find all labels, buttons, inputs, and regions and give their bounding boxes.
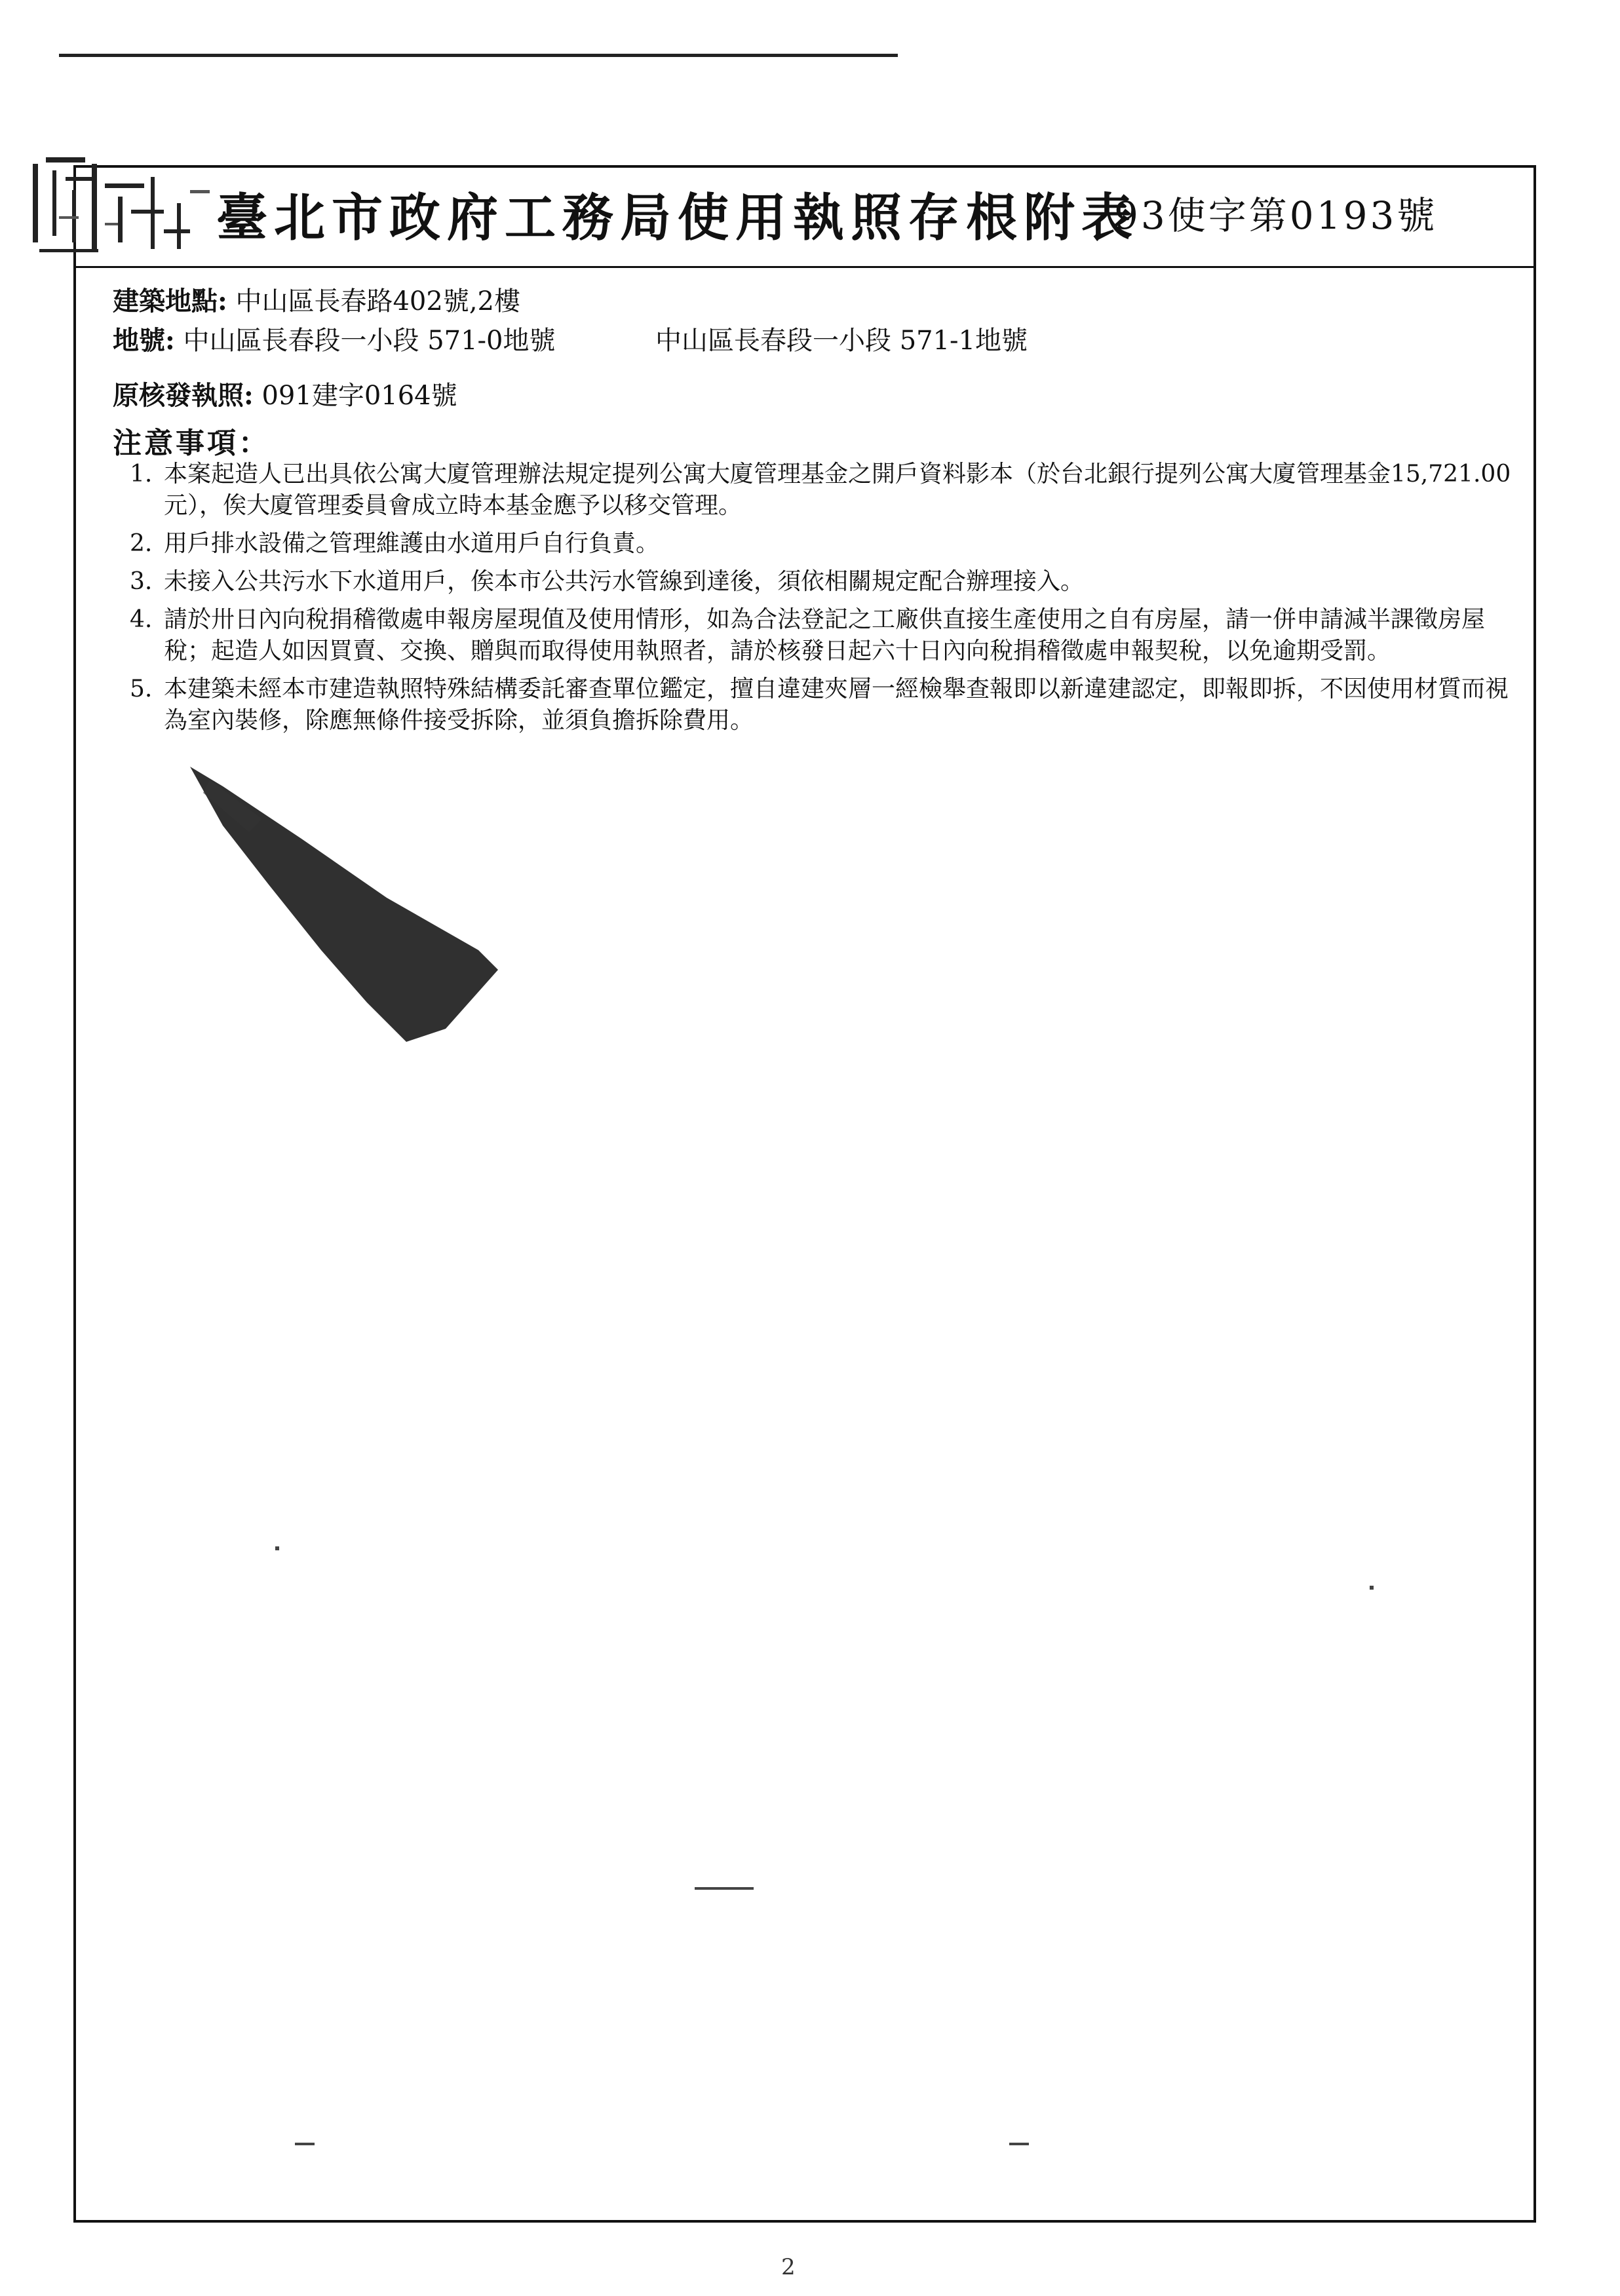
scan-mark <box>1009 2143 1029 2145</box>
note-item <box>130 528 1519 560</box>
address-field <box>113 280 520 318</box>
scan-speck <box>1370 1586 1374 1590</box>
notes-title: 注意事項： <box>113 427 270 460</box>
document-title: 臺北市政府工務局使用執照存根附表 <box>216 188 1140 248</box>
note-item <box>130 604 1519 667</box>
lot-value-1: 中山區長春段一小段 571-0地號 <box>183 326 556 356</box>
note-number: 5. <box>130 676 153 702</box>
header-divider <box>76 266 1533 268</box>
address-value: 中山區長春路402號,2樓 <box>235 286 520 316</box>
note-text: 用戶排水設備之管理維護由水道用戶自行負責。 <box>164 530 660 557</box>
note-text: 請於卅日內向稅捐稽徵處申報房屋現值及使用情形，如為合法登記之工廠供直接生產使用之自有房屋，請一併申請減半課徵房屋稅；起造人如因買賣、交換、贈與而取得使用執照者，請於核發日起六十日內向稅捐稽徵處申報契稅，以免逾期受罰。 <box>164 606 1486 664</box>
note-text: 未接入公共污水下水道用戶，俟本市公共污水管線到達後，須依相關規定配合辦理接入。 <box>164 568 1085 595</box>
note-text: 本建築未經本市建造執照特殊結構委託審查單位鑑定，擅自違建夾層一經檢舉查報即以新違建認定，即報即拆，不因使用材質而視為室內裝修，除應無條件接受拆除，並須負擔拆除費用。 <box>164 676 1509 734</box>
notes-list <box>130 459 1519 743</box>
seal-stamp <box>26 151 236 262</box>
note-number: 1. <box>130 461 153 488</box>
note-item <box>130 674 1519 737</box>
note-item <box>130 459 1519 522</box>
lot-label: 地號: <box>113 325 175 356</box>
note-number: 2. <box>130 530 153 557</box>
page-number: 2 <box>781 2254 796 2280</box>
original-permit-value: 091建字0164號 <box>261 381 457 411</box>
original-permit-label: 原核發執照: <box>113 380 254 411</box>
scan-mark <box>295 2143 315 2145</box>
permit-number: 93使字第0193號 <box>1114 193 1438 238</box>
ink-smudge <box>170 754 511 1055</box>
lot-field <box>113 320 556 357</box>
scan-top-line <box>59 54 898 57</box>
lot-value-2: 中山區長春段一小段 571-1地號 <box>655 326 1028 356</box>
scan-speck <box>275 1546 279 1550</box>
note-number: 3. <box>130 568 153 595</box>
note-text: 本案起造人已出具依公寓大廈管理辦法規定提列公寓大廈管理基金之開戶資料影本（於台北銀行提列公寓大廈管理基金15,721.00元），俟大廈管理委員會成立時本基金應予以移交管理。 <box>164 461 1511 519</box>
original-permit-field <box>113 375 457 412</box>
address-label: 建築地點: <box>113 286 227 316</box>
note-item <box>130 566 1519 598</box>
note-number: 4. <box>130 606 153 633</box>
scan-mark <box>695 1887 754 1890</box>
